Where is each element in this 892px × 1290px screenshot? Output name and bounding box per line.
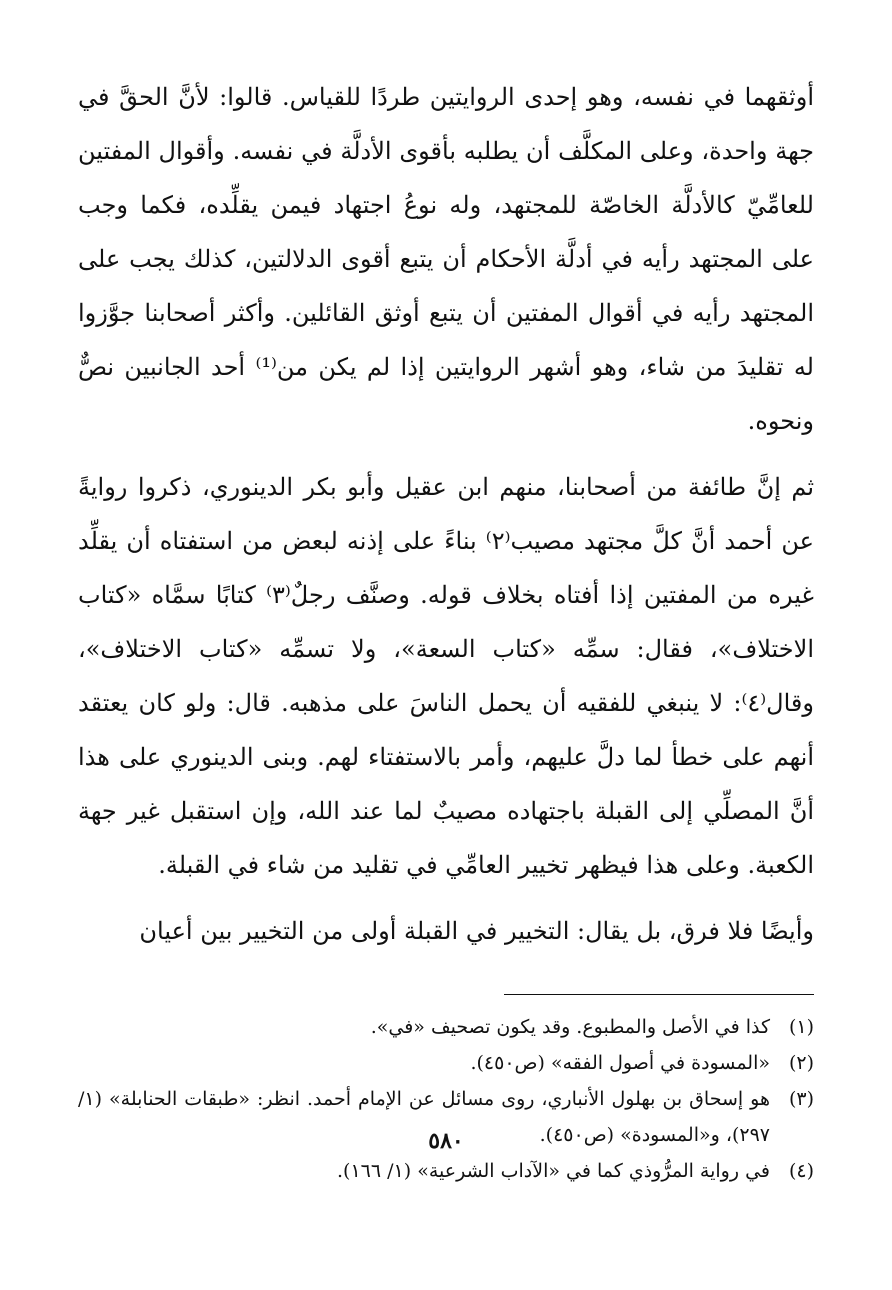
footnote-2 bbox=[78, 1045, 814, 1081]
book-page bbox=[78, 70, 814, 1250]
page-number: ٥٨٠ bbox=[428, 1128, 464, 1154]
footnote-marker: (١) bbox=[788, 1016, 814, 1038]
footnote-marker: (٤) bbox=[788, 1160, 814, 1182]
paragraph-3: وأيضًا فلا فرق، بل يقال: التخيير في القبلة أولى من التخيير بين أعيان bbox=[139, 917, 814, 945]
footnote-separator bbox=[504, 994, 814, 995]
footnote-1 bbox=[78, 1009, 814, 1045]
footnote-text: هو إسحاق بن بهلول الأنباري، روى مسائل عن الإمام أحمد. انظر: «طبقات الحنابلة» (١/ ٢٩٧)، و«المسودة» (ص٤٥٠). bbox=[78, 1088, 770, 1146]
footnotes-list bbox=[78, 1009, 814, 1189]
footnote-text: «المسودة في أصول الفقه» (ص٤٥٠). bbox=[470, 1052, 770, 1074]
footnote-marker: (٣) bbox=[788, 1088, 814, 1110]
main-text bbox=[78, 70, 814, 958]
footnote-marker: (٢) bbox=[788, 1052, 814, 1074]
footnote-text: في رواية المرُّوذي كما في «الآداب الشرعية» (١/ ١٦٦). bbox=[337, 1160, 770, 1182]
paragraph-1: أوثقهما في نفسه، وهو إحدى الروايتين طردًا للقياس. قالوا: لأنَّ الحقَّ في جهة واحدة، وعلى المكلَّف أن يطلبه بأقوى الأدلَّة في نفسه. وأقوال المفتين للعامِّيّ كالأدلَّة الخاصّة للمجتهد، وله نوعُ اجتهاد فيمن يقلِّده، فكما وجب على المجتهد رأيه في أدلَّة الأحكام أن يتبع أقوى الدلالتين، كذلك يجب على المجتهد رأيه في أقوال المفتين أن يتبع أوثق القائلين. وأكثر أصحابنا جوَّزوا له تقليدَ من شاء، وهو أشهر الروايتين إذا لم يكن من⁽¹⁾ أحد الجانبين نصٌّ ونحوه. bbox=[78, 83, 815, 435]
footnote-text: كذا في الأصل والمطبوع. وقد يكون تصحيف «في». bbox=[370, 1016, 770, 1038]
footnote-4 bbox=[78, 1153, 814, 1189]
paragraph-2: ثم إنَّ طائفة من أصحابنا، منهم ابن عقيل وأبو بكر الدينوري، ذكروا روايةً عن أحمد أنَّ كلَّ مجتهد مصيب⁽٢⁾ بناءً على إذنه لبعض من استفتاه أن يقلِّد غيره من المفتين إذا أفتاه بخلاف قوله. وصنَّف رجلٌ⁽٣⁾ كتابًا سمَّاه «كتاب الاختلاف»، فقال: سمِّه «كتاب السعة»، ولا تسمِّه «كتاب الاختلاف»، وقال⁽٤⁾: لا ينبغي للفقيه أن يحمل الناسَ على مذهبه. قال: ولو كان يعتقد أنهم على خطأ لما دلَّ عليهم، وأمر بالاستفتاء لهم. وبنى الدينوري على هذا أنَّ المصلِّي إلى القبلة باجتهاده مصيبٌ لما عند الله، وإن استقبل غير جهة الكعبة. وعلى هذا فيظهر تخيير العامِّي في تقليد من شاء في القبلة. bbox=[78, 473, 814, 879]
